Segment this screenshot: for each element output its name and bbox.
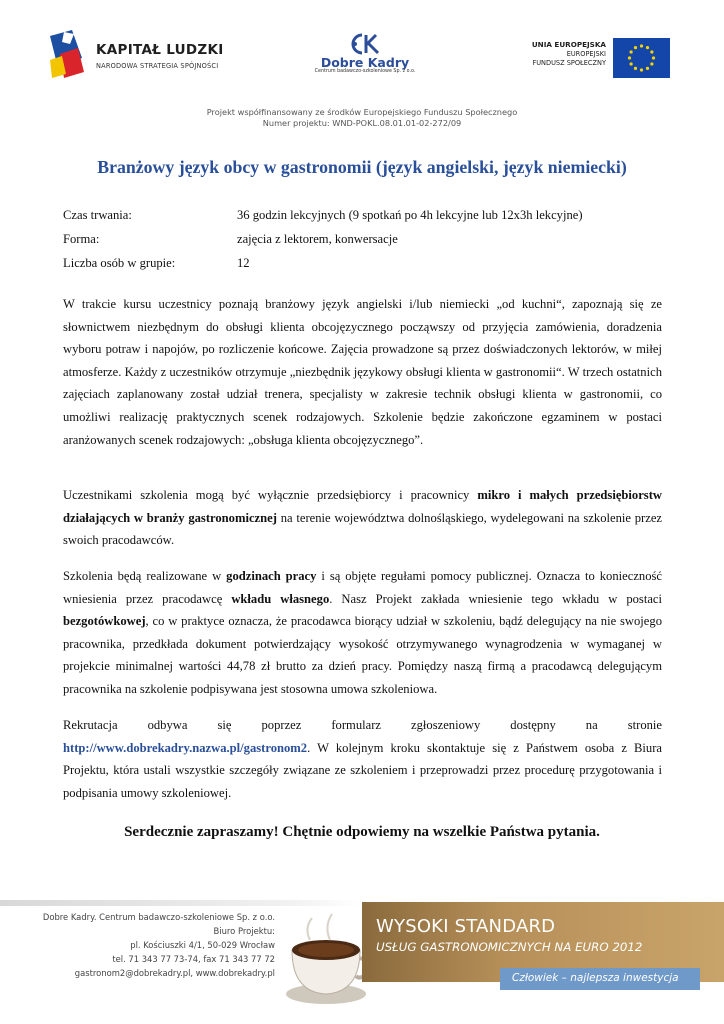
page-title: Branżowy język obcy w gastronomii (język angielski, język niemiecki) bbox=[97, 157, 627, 177]
eu-star bbox=[628, 56, 631, 59]
kapital-ludzki-emblem-icon bbox=[48, 28, 92, 80]
eu-flag-icon bbox=[613, 38, 670, 78]
eu-line-3: FUNDUSZ SPOŁECZNY bbox=[532, 58, 606, 67]
public-aid-paragraph bbox=[63, 565, 662, 701]
banner-subheadline: USŁUG GASTRONOMICZNYCH NA EURO 2012 bbox=[376, 940, 643, 954]
eu-line-1: UNIA EUROPEJSKA bbox=[531, 40, 606, 49]
eu-stars-icon bbox=[613, 38, 670, 78]
eu-star bbox=[640, 68, 643, 71]
text-run: . W kolejnym kroku skontaktuje się z Państwem osoba z Biura Projektu, która ustali wszystkie szczegóły związane ze szkoleniem i przeprowadzi przez procedurę przygotowania i podpisania umowy szkoleniowej. bbox=[63, 740, 662, 800]
info-value: 36 godzin lekcyjnych (9 spotkań po 4h lekcyjne lub 12x3h lekcyjne) bbox=[237, 208, 583, 222]
kapital-ludzki-logo bbox=[48, 28, 248, 88]
dobre-kadry-logo bbox=[310, 32, 420, 92]
dobre-kadry-name: Dobre Kadry bbox=[320, 55, 410, 70]
participants-paragraph bbox=[63, 484, 662, 552]
kapital-ludzki-subtitle: NARODOWA STRATEGIA SPÓJNOŚCI bbox=[96, 62, 219, 70]
kapital-ludzki-title: KAPITAŁ LUDZKI bbox=[96, 42, 224, 58]
text-run: , co w praktyce oznacza, że pracodawca biorący udział w szkoleniu, bądź delegujący na nie swojego pracownika, przedkłada dokument potwierdzający wysokość otrzymywanego wynagrodzenia w wymaganej w projekcie minimalnej wartości 44,78 zł brutto za dzień pracy. Pomiędzy naszą firmą a pracodawcą delegującym pracownika na szkolenie podpisywana jest stosowna umowa szkoleniowa. bbox=[63, 614, 662, 696]
footer-address: pl. Kościuszki 4/1, 50-029 Wrocław bbox=[130, 940, 275, 950]
footer-contact bbox=[0, 910, 275, 980]
info-label: Forma: bbox=[63, 232, 100, 246]
registration-link[interactable]: http://www.dobrekadry.nazwa.pl/gastronom2 bbox=[63, 740, 308, 755]
info-label: Liczba osób w grupie: bbox=[63, 256, 176, 270]
text-run: na terenie województwa dolnośląskiego, wydelegowani na szkolenie przez swoich pracodawców. bbox=[63, 510, 662, 548]
dobre-kadry-mark-icon bbox=[342, 32, 388, 56]
footer-company: Dobre Kadry. Centrum badawczo-szkoleniowe Sp. z o.o. bbox=[42, 912, 275, 922]
footer-phone: tel. 71 343 77 73-74, fax 71 343 77 72 bbox=[112, 954, 275, 964]
eu-star bbox=[640, 44, 643, 47]
eu-star bbox=[652, 56, 655, 59]
eu-star bbox=[646, 67, 649, 70]
project-cofinancing: Projekt współfinansowany ze środków Europejskiego Funduszu Społecznego bbox=[206, 107, 518, 117]
coffee-cup-icon bbox=[280, 910, 372, 1014]
project-info bbox=[0, 107, 724, 129]
closing-invitation: Serdecznie zapraszamy! Chętnie odpowiemy na wszelkie Państwa pytania. bbox=[124, 824, 600, 840]
eu-star bbox=[650, 62, 653, 65]
footer-email-web: gastronom2@dobrekadry.pl, www.dobrekadry.pl bbox=[74, 968, 275, 978]
text-run: . Nasz Projekt zakłada wniesienie tego wkładu w postaci bbox=[329, 591, 662, 606]
eu-star bbox=[630, 50, 633, 53]
text-run: Uczestnikami szkolenia mogą być wyłącznie przedsiębiorcy i pracownicy bbox=[63, 488, 478, 502]
banner-headline: WYSOKI STANDARD bbox=[376, 916, 556, 937]
eu-text bbox=[532, 40, 606, 68]
eu-line-2: EUROPEJSKI bbox=[566, 50, 606, 58]
project-number: Numer projektu: WND-POKL.08.01.01-02-272/09 bbox=[262, 118, 462, 128]
text-run: Rekrutacja odbywa się poprzez formularz zgłoszeniowy dostępny na stronie bbox=[63, 718, 662, 732]
info-value: 12 bbox=[237, 256, 250, 270]
text-run: Szkolenia będą realizowane w bbox=[63, 569, 227, 583]
recruitment-paragraph bbox=[63, 714, 662, 804]
bold-text: bezgotówkowej bbox=[63, 614, 146, 629]
eu-star bbox=[634, 46, 637, 49]
eu-star bbox=[650, 50, 653, 53]
bold-text: wkładu własnego bbox=[231, 591, 330, 606]
dobre-kadry-subtitle: Centrum badawczo-szkoleniowe Sp. z o.o. bbox=[314, 69, 416, 74]
eu-logo bbox=[512, 38, 672, 80]
info-label: Czas trwania: bbox=[63, 208, 132, 222]
course-description-paragraph: W trakcie kursu uczestnicy poznają branżowy język angielski i/lub niemiecki „od kuchni“, zapoznają się ze słownictwem niezbędnym do obsługi klienta obcojęzycznego począwszy od przyjęcia zamówienia, doradzenia wyboru potraw i napojów, po rozliczenie końcowe. Zajęcia prowadzone są przez doświadczonych lektorów, w miłej atmosferze. Każdy z uczestników otrzymuje „niezbędnik językowy obsługi klienta w gastronomii“. W trzech ostatnich zajęciach zaplanowany został udział trenera, specjalisty w zakresie technik obsługi klienta w gastronomii, co umożliwi realizację praktycznych scenek rodzajowych. Szkolenie będzie zakończone egzaminem w postaci aranżowanych scenek rodzajowych: „obsługa klienta obcojęzycznego”. bbox=[63, 297, 662, 447]
eu-star bbox=[630, 62, 633, 65]
footer-office-label: Biuro Projektu: bbox=[213, 926, 275, 936]
bold-text: mikro i małych przedsiębiorstw działających w branży gastronomicznej bbox=[63, 488, 662, 525]
eu-star bbox=[634, 67, 637, 70]
slogan-bar bbox=[500, 968, 700, 990]
text-run: i są objęte regułami pomocy publicznej. Oznacza to konieczność wniesienia przez pracodawcę bbox=[63, 569, 663, 606]
info-value: zajęcia z lektorem, konwersacje bbox=[237, 232, 398, 246]
slogan-text: Człowiek – najlepsza inwestycja bbox=[512, 972, 679, 984]
eu-star bbox=[646, 46, 649, 49]
bold-text: godzinach pracy bbox=[226, 569, 317, 583]
